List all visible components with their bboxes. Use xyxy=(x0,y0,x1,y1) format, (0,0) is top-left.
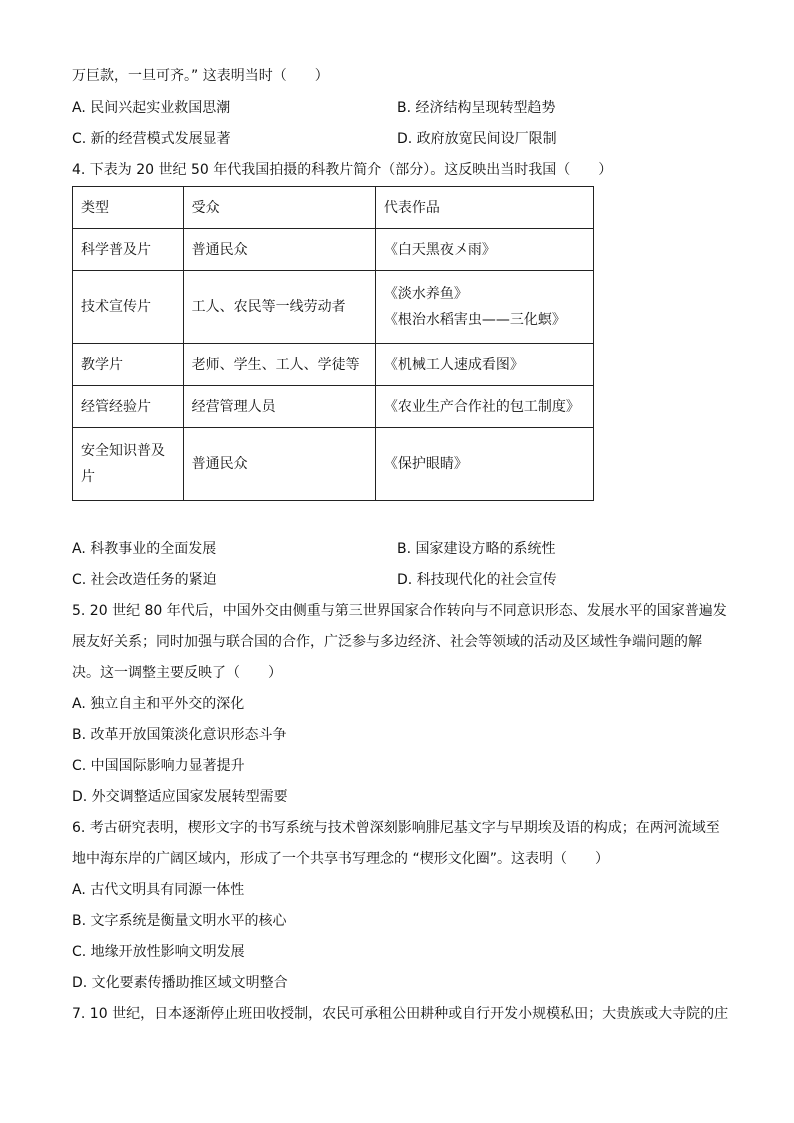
table-row xyxy=(73,344,594,386)
q6-stem-line-1: 6. 考古研究表明，楔形文字的书写系统与技术曾深刻影响腓尼基文字与早期埃及语的构成；在两河流域至 xyxy=(72,820,720,836)
table-header-row xyxy=(73,187,594,229)
q5-option-b: B. 改革开放国策淡化意识形态斗争 xyxy=(72,727,287,743)
header-works: 代表作品 xyxy=(375,187,593,229)
cell-works: 《保护眼睛》 xyxy=(375,428,593,501)
cell-type: 教学片 xyxy=(73,344,184,386)
q3-option-a: A. 民间兴起实业救国思潮 xyxy=(72,100,231,116)
header-type: 类型 xyxy=(73,187,184,229)
cell-type: 科学普及片 xyxy=(73,229,184,271)
q6-option-a: A. 古代文明具有同源一体性 xyxy=(72,882,245,898)
q5-stem-line-3: 决。这一调整主要反映了（ ） xyxy=(72,665,282,681)
q5-option-c: C. 中国国际影响力显著提升 xyxy=(72,758,245,774)
q6-option-c: C. 地缘开放性影响文明发展 xyxy=(72,944,245,960)
q4-option-b: B. 国家建设方略的系统性 xyxy=(397,541,556,557)
q6-option-b: B. 文字系统是衡量文明水平的核心 xyxy=(72,913,287,929)
q5-stem-line-1: 5. 20 世纪 80 年代后，中国外交由侧重与第三世界国家合作转向与不同意识形态、发展水平的国家普遍发 xyxy=(72,603,727,619)
cell-audience: 老师、学生、工人、学徒等 xyxy=(183,344,375,386)
cell-type xyxy=(73,428,184,501)
work-title: 《根治水稻害虫——三化螟》 xyxy=(383,312,566,328)
cell-type: 经管经验片 xyxy=(73,386,184,428)
table-row xyxy=(73,271,594,344)
cell-audience: 经营管理人员 xyxy=(183,386,375,428)
q5-stem-line-2: 展友好关系；同时加强与联合国的合作，广泛参与多边经济、社会等领域的活动及区域性争端问题的解 xyxy=(72,634,702,650)
cell-type: 技术宣传片 xyxy=(73,271,184,344)
cell-audience: 普通民众 xyxy=(183,428,375,501)
cell-works: 《机械工人速成看图》 xyxy=(375,344,593,386)
table-row xyxy=(73,428,594,501)
type-line: 片 xyxy=(81,469,95,485)
q3-stem-tail: 万巨款，一旦可齐。” 这表明当时（ ） xyxy=(72,68,329,84)
q5-option-d: D. 外交调整适应国家发展转型需要 xyxy=(72,789,288,805)
q4-option-d: D. 科技现代化的社会宣传 xyxy=(397,572,557,588)
cell-audience: 工人、农民等一线劳动者 xyxy=(183,271,375,344)
q3-option-d: D. 政府放宽民间设厂限制 xyxy=(397,131,557,147)
cell-works: 《白天黑夜〤雨》 xyxy=(375,229,593,271)
type-line: 安全知识普及 xyxy=(81,443,165,459)
q5-option-a: A. 独立自主和平外交的深化 xyxy=(72,696,245,712)
q4-stem: 4. 下表为 20 世纪 50 年代我国拍摄的科教片简介（部分）。这反映出当时我国（ ） xyxy=(72,162,613,178)
q3-option-b: B. 经济结构呈现转型趋势 xyxy=(397,100,556,116)
table-row xyxy=(73,386,594,428)
q4-option-c: C. 社会改造任务的紧迫 xyxy=(72,572,217,588)
q4-option-a: A. 科教事业的全面发展 xyxy=(72,541,217,557)
science-film-table xyxy=(72,186,594,501)
q6-option-d: D. 文化要素传播助推区域文明整合 xyxy=(72,975,288,991)
q6-stem-line-2: 地中海东岸的广阔区域内，形成了一个共享书写理念的 “楔形文化圈”。这表明（ ） xyxy=(72,851,609,867)
cell-works xyxy=(375,271,593,344)
header-audience: 受众 xyxy=(183,187,375,229)
work-title: 《淡水养鱼》 xyxy=(383,286,468,302)
q7-stem-line-1: 7. 10 世纪，日本逐渐停止班田收授制，农民可承租公田耕种或自行开发小规模私田；大贵族或大寺院的庄 xyxy=(72,1006,729,1022)
q3-option-c: C. 新的经营模式发展显著 xyxy=(72,131,231,147)
table-row xyxy=(73,229,594,271)
cell-audience: 普通民众 xyxy=(183,229,375,271)
cell-works: 《农业生产合作社的包工制度》 xyxy=(375,386,593,428)
